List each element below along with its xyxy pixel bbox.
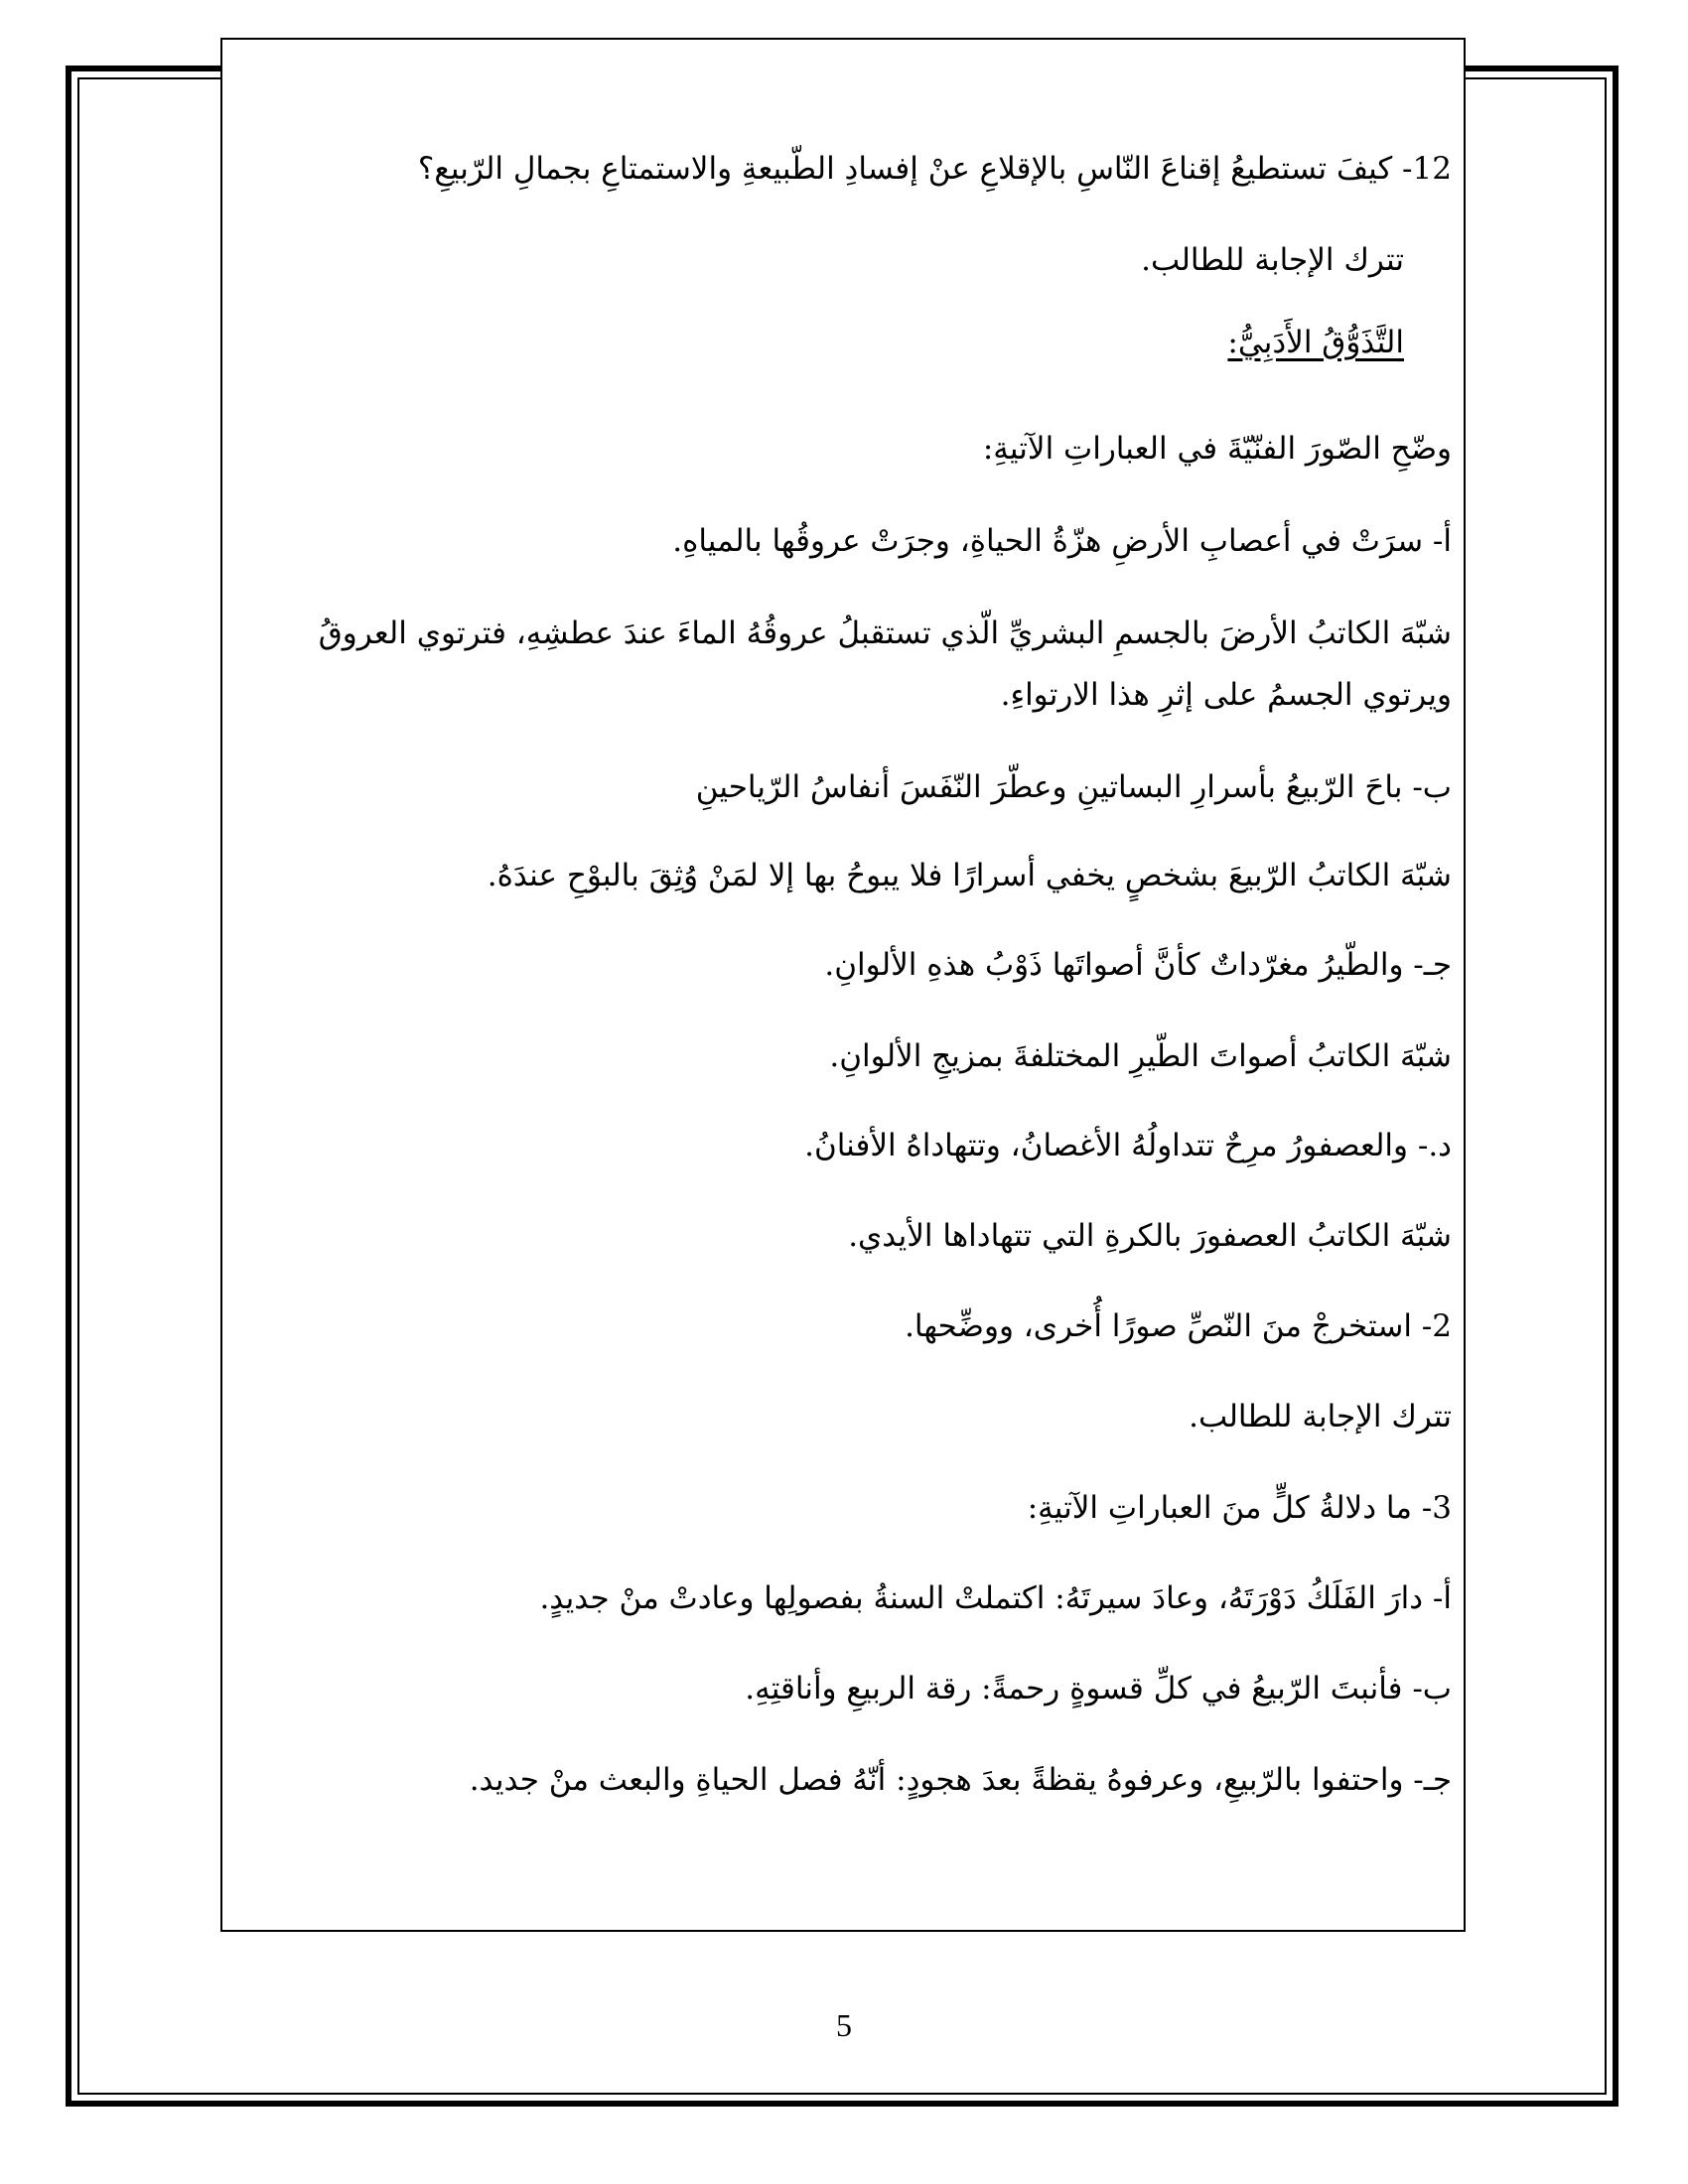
item-c-explanation: شبّهَ الكاتبُ أصواتَ الطّيرِ المختلفةَ بمزيجِ الألوانِ. <box>829 1038 1452 1074</box>
item-a-explanation-line-1: شبّهَ الكاتبُ الأرضَ بالجسمِ البشريِّ الّذي تستقبلُ عروقُهُ الماءَ عندَ عطشِهِ، فترتوي العروقُ <box>318 615 1452 651</box>
question-2: 2- استخرجْ منَ النّصِّ صورًا أُخرى، ووضِّحها. <box>905 1308 1452 1344</box>
item-d-statement: د.- والعصفورُ مرِحٌ تتداولُهُ الأغصانُ، وتتهاداهُ الأفنانُ. <box>804 1128 1452 1163</box>
question-3-item-b: ب- فأنبتَ الرّبيعُ في كلِّ قسوةٍ رحمةً: رقة الربيعِ وأناقتِهِ. <box>745 1671 1452 1706</box>
answer-note: تترك الإجابة للطالب. <box>1141 242 1404 278</box>
item-b-statement: ب- باحَ الرّبيعُ بأسرارِ البساتينِ وعطّرَ النّفَسَ أنفاسُ الرّياحينِ <box>695 769 1452 805</box>
answer-note-2: تترك الإجابة للطالب. <box>1189 1399 1452 1434</box>
item-a-explanation-line-2: ويرتوي الجسمُ على إثرِ هذا الارتواءِ. <box>1000 677 1452 713</box>
question-3-item-c: جـ- واحتفوا بالرّبيعِ، وعرفوهُ يقظةً بعدَ هجودٍ: أنّهُ فصل الحياةِ والبعث منْ جديد. <box>469 1762 1452 1798</box>
item-d-explanation: شبّهَ الكاتبُ العصفورَ بالكرةِ التي تتهاداها الأيدي. <box>848 1218 1452 1254</box>
instruction-text: وضّحِ الصّورَ الفنّيّةَ في العباراتِ الآتيةِ: <box>982 431 1452 467</box>
item-a-statement: أ- سرَتْ في أعصابِ الأرضِ هزّةُ الحياةِ، وجرَتْ عروقُها بالمياهِ. <box>672 523 1452 559</box>
content-box <box>220 38 1466 1932</box>
question-3: 3- ما دلالةُ كلٍّ منَ العباراتِ الآتيةِ: <box>1027 1490 1452 1526</box>
question-3-item-a: أ- دارَ الفَلَكُ دَوْرَتَهُ، وعادَ سيرتَهُ: اكتملتْ السنةُ بفصولِها وعادتْ منْ جديدٍ. <box>539 1580 1452 1616</box>
section-heading: التَّذَوُّقُ الأَدَبِيُّ: <box>1227 325 1404 360</box>
item-b-explanation: شبّهَ الكاتبُ الرّبيعَ بشخصٍ يخفي أسرارًا فلا يبوحُ بها إلا لمَنْ وُثِقَ بالبوْحِ عندَهُ. <box>487 858 1452 893</box>
page-number: 5 <box>836 2007 852 2043</box>
question-12: 12- كيفَ تستطيعُ إقناعَ النّاسِ بالإقلاعِ عنْ إفسادِ الطّبيعةِ والاستمتاعِ بجمالِ الرّبيعِ؟ <box>417 151 1452 187</box>
item-c-statement: جـ- والطّيرُ مغرّداتٌ كأنَّ أصواتَها ذَوْبُ هذهِ الألوانِ. <box>824 947 1452 983</box>
